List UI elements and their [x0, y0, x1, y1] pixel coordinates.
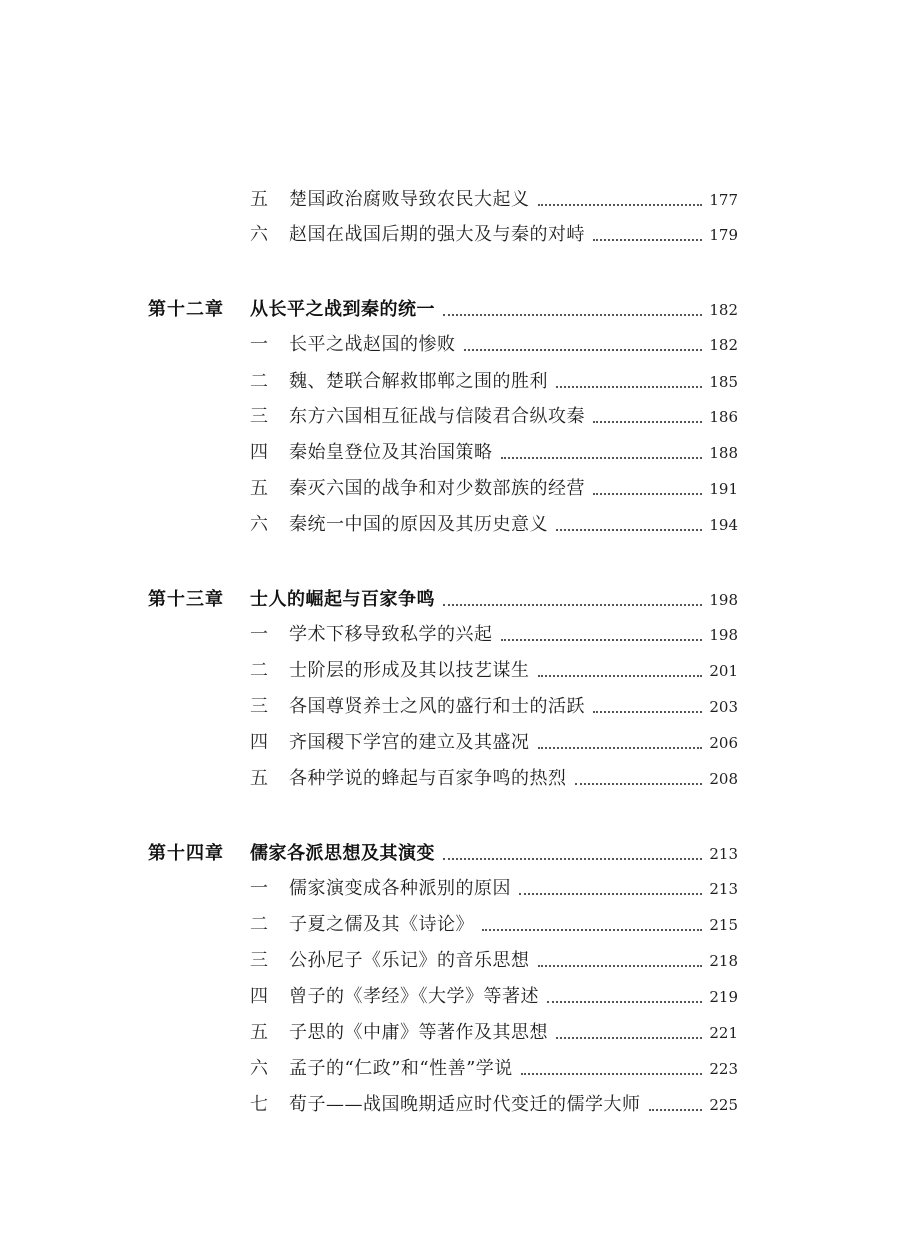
toc-section-row[interactable] [0, 1090, 900, 1120]
dot-leader [519, 893, 702, 895]
toc-section-row[interactable] [0, 185, 900, 215]
section-title: 子思的《中庸》等著作及其思想 [289, 1022, 548, 1043]
dot-leader [443, 604, 702, 606]
chapter-title: 从长平之战到秦的统一 [250, 299, 435, 320]
section-title: 士阶层的形成及其以技艺谋生 [289, 660, 530, 681]
dot-leader [593, 493, 702, 495]
chapter-number: 第十四章 [148, 843, 224, 864]
dot-leader [501, 457, 702, 459]
dot-leader [556, 386, 702, 388]
section-number: 五 [250, 1022, 268, 1043]
section-title: 东方六国相互征战与信陵君合纵攻秦 [289, 406, 585, 427]
section-title: 秦始皇登位及其治国策略 [289, 442, 493, 463]
page-number: 191 [709, 480, 738, 498]
section-number: 七 [250, 1094, 268, 1115]
page-number: 213 [709, 845, 738, 863]
dot-leader [538, 747, 702, 749]
section-number: 六 [250, 1058, 268, 1079]
section-title: 楚国政治腐败导致农民大起义 [289, 189, 530, 210]
toc-chapter-row[interactable] [0, 295, 900, 325]
dot-leader [593, 239, 702, 241]
section-title: 秦统一中国的原因及其历史意义 [289, 514, 548, 535]
dot-leader [501, 639, 702, 641]
section-title: 各种学说的蜂起与百家争鸣的热烈 [289, 768, 567, 789]
section-number: 四 [250, 986, 268, 1007]
toc-section-row[interactable] [0, 330, 900, 360]
dot-leader [538, 965, 702, 967]
section-number: 四 [250, 442, 268, 463]
page-number: 198 [709, 626, 738, 644]
page-number: 177 [709, 191, 738, 209]
page-number: 213 [709, 880, 738, 898]
toc-section-row[interactable] [0, 220, 900, 250]
dot-leader [556, 1037, 702, 1039]
page-number: 203 [709, 698, 738, 716]
toc-section-row[interactable] [0, 1054, 900, 1084]
toc-section-row[interactable] [0, 656, 900, 686]
dot-leader [556, 529, 702, 531]
page-number: 182 [709, 336, 738, 354]
page-number: 186 [709, 408, 738, 426]
toc-chapter-row[interactable] [0, 839, 900, 869]
page-number: 208 [709, 770, 738, 788]
section-number: 五 [250, 768, 268, 789]
page-number: 188 [709, 444, 738, 462]
toc-section-row[interactable] [0, 620, 900, 650]
toc-section-row[interactable] [0, 692, 900, 722]
dot-leader [443, 314, 702, 316]
section-number: 三 [250, 950, 268, 971]
toc-section-row[interactable] [0, 474, 900, 504]
section-number: 一 [250, 624, 268, 645]
section-title: 荀子——战国晚期适应时代变迁的儒学大师 [289, 1094, 641, 1115]
dot-leader [649, 1109, 702, 1111]
page-number: 215 [709, 916, 738, 934]
page-number: 219 [709, 988, 738, 1006]
dot-leader [464, 349, 702, 351]
toc-section-row[interactable] [0, 367, 900, 397]
page-number: 206 [709, 734, 738, 752]
page-number: 225 [709, 1096, 738, 1114]
chapter-number: 第十三章 [148, 589, 224, 610]
toc-section-row[interactable] [0, 438, 900, 468]
toc-section-row[interactable] [0, 728, 900, 758]
toc-section-row[interactable] [0, 874, 900, 904]
section-title: 曾子的《孝经》《大学》等著述 [289, 986, 539, 1007]
toc-section-row[interactable] [0, 510, 900, 540]
dot-leader [593, 711, 702, 713]
section-title: 魏、楚联合解救邯郸之围的胜利 [289, 371, 548, 392]
page-number: 182 [709, 301, 738, 319]
section-title: 公孙尼子《乐记》的音乐思想 [289, 950, 530, 971]
section-title: 儒家演变成各种派别的原因 [289, 878, 511, 899]
page-number: 221 [709, 1024, 738, 1042]
page-number: 185 [709, 373, 738, 391]
section-number: 三 [250, 696, 268, 717]
toc-section-row[interactable] [0, 910, 900, 940]
section-number: 二 [250, 914, 268, 935]
section-number: 五 [250, 478, 268, 499]
section-number: 一 [250, 878, 268, 899]
section-title: 长平之战赵国的惨败 [289, 334, 456, 355]
dot-leader [521, 1073, 702, 1075]
dot-leader [443, 858, 702, 860]
toc-chapter-row[interactable] [0, 585, 900, 615]
page-number: 194 [709, 516, 738, 534]
dot-leader [593, 421, 702, 423]
page-number: 198 [709, 591, 738, 609]
dot-leader [482, 929, 702, 931]
dot-leader [538, 675, 702, 677]
section-title: 孟子的“仁政”和“性善”学说 [289, 1058, 513, 1079]
dot-leader [575, 783, 702, 785]
section-title: 子夏之儒及其《诗论》 [289, 914, 474, 935]
section-number: 三 [250, 406, 268, 427]
section-number: 二 [250, 371, 268, 392]
section-number: 四 [250, 732, 268, 753]
section-number: 二 [250, 660, 268, 681]
chapter-title: 士人的崛起与百家争鸣 [250, 589, 435, 610]
dot-leader [538, 204, 702, 206]
page-number: 179 [709, 226, 738, 244]
toc-section-row[interactable] [0, 946, 900, 976]
section-title: 秦灭六国的战争和对少数部族的经营 [289, 478, 585, 499]
toc-section-row[interactable] [0, 764, 900, 794]
section-number: 六 [250, 514, 268, 535]
toc-section-row[interactable] [0, 982, 900, 1012]
page-number: 218 [709, 952, 738, 970]
section-title: 各国尊贤养士之风的盛行和士的活跃 [289, 696, 585, 717]
toc-section-row[interactable] [0, 1018, 900, 1048]
section-title: 学术下移导致私学的兴起 [289, 624, 493, 645]
page-number: 223 [709, 1060, 738, 1078]
section-number: 五 [250, 189, 268, 210]
section-number: 一 [250, 334, 268, 355]
toc-section-row[interactable] [0, 402, 900, 432]
section-title: 赵国在战国后期的强大及与秦的对峙 [289, 224, 585, 245]
section-title: 齐国稷下学宫的建立及其盛况 [289, 732, 530, 753]
page-number: 201 [709, 662, 738, 680]
chapter-number: 第十二章 [148, 299, 224, 320]
section-number: 六 [250, 224, 268, 245]
dot-leader [547, 1001, 702, 1003]
chapter-title: 儒家各派思想及其演变 [250, 843, 435, 864]
